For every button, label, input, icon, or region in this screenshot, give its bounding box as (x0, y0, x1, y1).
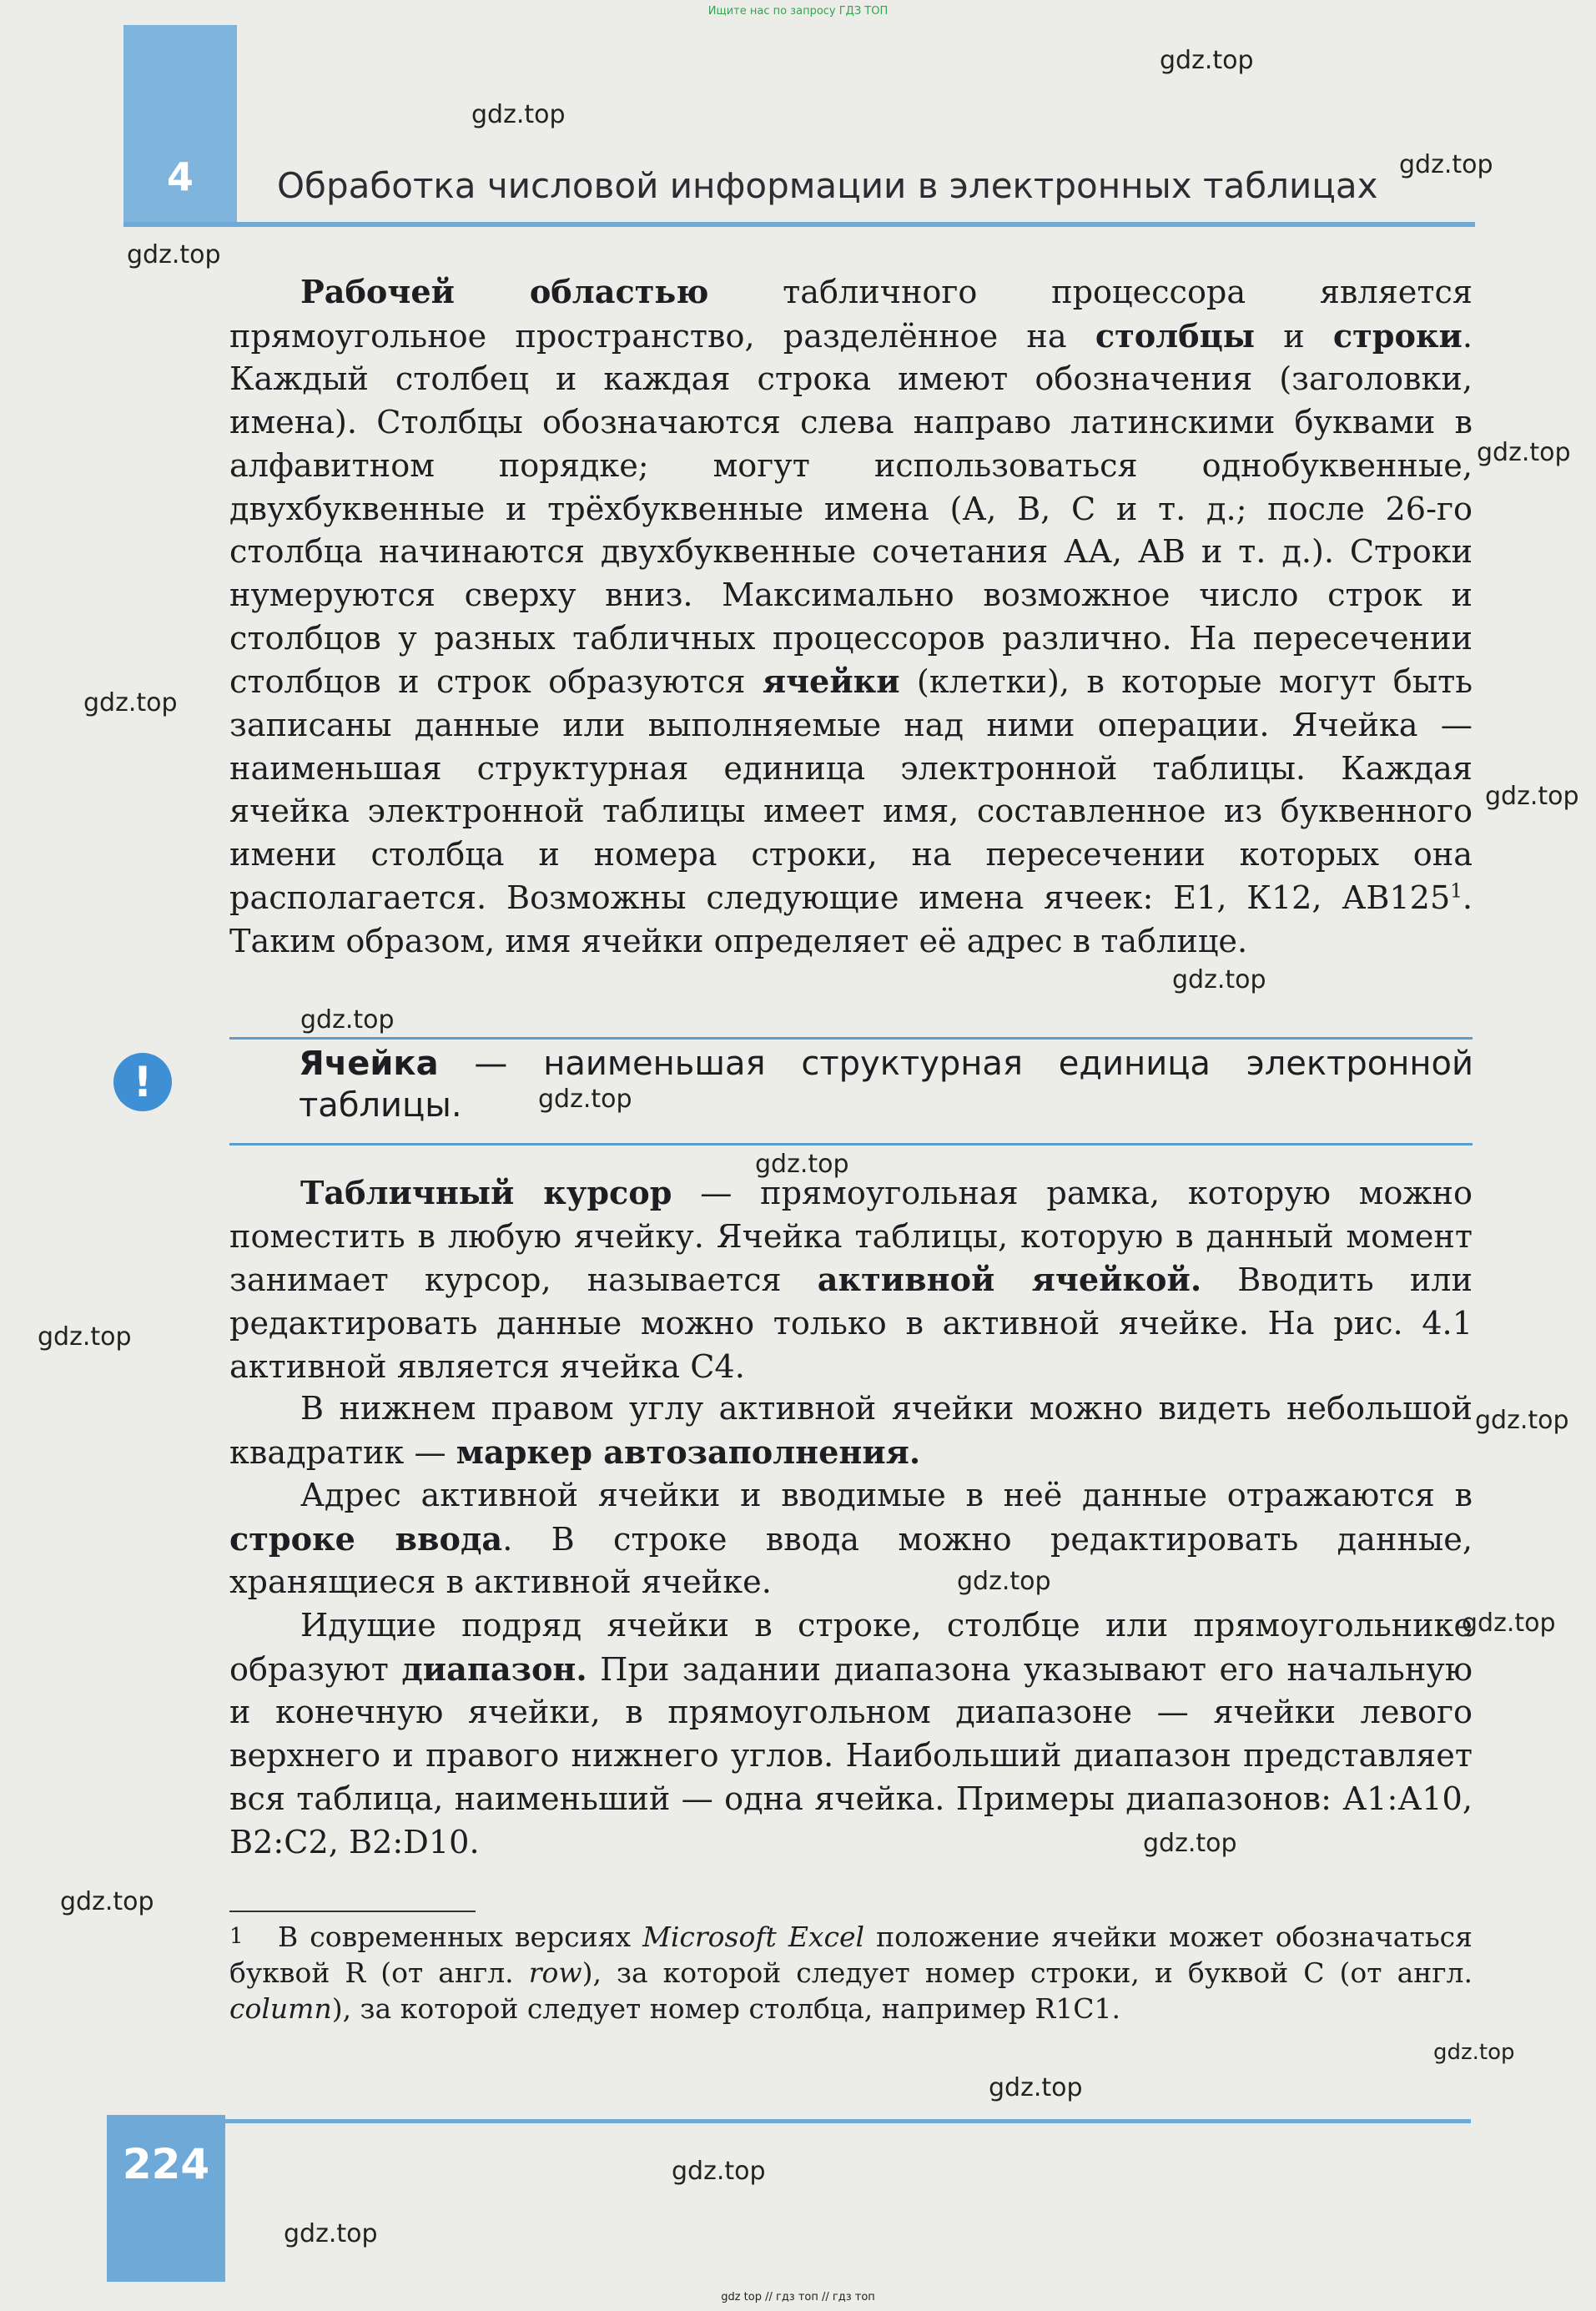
watermark: gdz.top (1143, 1829, 1237, 1858)
footnote-mark: 1 (229, 1924, 244, 1949)
watermark: gdz.top (1172, 965, 1266, 994)
term-table-cursor: Табличный курсор (300, 1175, 672, 1212)
paragraph-work-area: Рабочей областью табличного процессора является прямоугольное пространство, разделённое на столбцы и строки. Каждый столбец и каждая строка имеют обозначения (заголовки, имена). Столбцы обозначаются слева направо латинскими буквами в алфавитном порядке; могут использоваться однобуквенные, двухбуквенные и трёхбуквенные имена (А, В, С и т. д.; после 26-го столбца начинаются двухбуквенные сочетания АА, АВ и т. д.). Строки нумеруются сверху вниз. Максимально возможное число строк и столбцов у разных табличных процессоров различно. На пересечении столбцов и строк образуются ячейки (клетки), в которые могут быть записаны данные или выполняемые над ними операции. Ячейка — наименьшая структурная единица электронной таблицы. Каждая ячейка электронной таблицы имеет имя, составленное из буквенного имени столбца и номера строки, на пересечении которых она располагается. Возможны следующие имена ячеек: Е1, К12, $АВ125^1$. Таким образом, имя ячейки определяет её адрес в таблице. (229, 274, 1473, 960)
watermark: gdz.top (755, 1150, 849, 1179)
paragraph-range: Идущие подряд ячейки в строке, столбце или прямоугольнике образуют диапазон. При задании диапазона указывают его начальную и конечную ячейки, в прямоугольном диапазоне — ячейки левого верхнего и правого нижнего углов. Наибольший диапазон представляет вся таблица, наименьший — одна ячейка. Примеры диапазонов: А1:А10, В2:С2, В2:D10. (229, 1608, 1473, 1861)
footnote-divider (229, 1911, 476, 1912)
watermark: gdz.top (672, 2157, 766, 2186)
watermark: gdz.top (127, 240, 221, 269)
watermark: gdz.top (957, 1567, 1051, 1596)
watermark: gdz.top (300, 1005, 395, 1035)
footnote-ref: 1 (1450, 880, 1463, 903)
watermark: gdz.top (38, 1322, 132, 1352)
watermark: gdz.top (1462, 1609, 1556, 1638)
bottom-banner: gdz top // гдз топ // гдз топ (721, 2291, 875, 2303)
paragraph-autofill: В нижнем правом углу активной ячейки можно видеть небольшой квадратик — маркер автозаполнения. (229, 1391, 1473, 1472)
watermark: gdz.top (1475, 1406, 1569, 1435)
term-range: диапазон. (401, 1650, 587, 1689)
note-definition: — наименьшая структурная единица электронной таблицы. (299, 1045, 1473, 1125)
definition-note (299, 1043, 1473, 1126)
page-number: 224 (122, 2140, 210, 2188)
term-work-area: Рабочей областью (300, 274, 709, 311)
watermark: gdz.top (1433, 2040, 1515, 2065)
term-rows: строки (1332, 317, 1463, 355)
chapter-number: 4 (166, 154, 194, 199)
watermark: gdz.top (1160, 46, 1254, 75)
footnote: 1 В современных версиях Microsoft Excel положение ячейки может обозначаться буквой R (от англ. row), за которой следует номер строки, и буквой С (от англ. column), за которой следует номер столбца, например R1C1. (229, 1921, 1473, 2025)
watermark: gdz.top (1477, 438, 1571, 467)
watermark: gdz.top (471, 100, 566, 129)
note-term: Ячейка (299, 1045, 439, 1083)
term-autofill-marker: маркер автозаполнения. (456, 1433, 921, 1472)
watermark: gdz.top (284, 2219, 378, 2248)
watermark: gdz.top (60, 1887, 154, 1916)
note-top-rule (229, 1037, 1473, 1040)
paragraph-input-line: Адрес активной ячейки и вводимые в неё данные отражаются в строке ввода. В строке ввода можно редактировать данные, хранящиеся в активной ячейке. (229, 1478, 1473, 1602)
term-cells: ячейки (762, 663, 900, 702)
term-input-line: строке ввода (229, 1520, 503, 1558)
top-banner: Ищите нас по запросу ГДЗ ТОП (707, 5, 889, 18)
watermark: gdz.top (1485, 782, 1579, 811)
footer-divider (107, 2119, 1471, 2123)
watermark: gdz.top (1399, 150, 1493, 179)
term-active-cell: активной ячейкой. (817, 1261, 1202, 1300)
header-divider (123, 222, 1475, 227)
paragraph-cursor: Табличный курсор — прямоугольная рамка, которую можно поместить в любую ячейку. Ячейка таблицы, которую в данный момент занимает курсор, называется активной ячейкой. Вводить или редактировать данные можно только в активной ячейке. На рис. 4.1 активной является ячейка С4. (229, 1175, 1473, 1386)
term-columns: столбцы (1095, 317, 1256, 355)
exclamation-icon: ! (113, 1053, 172, 1111)
chapter-title: Обработка числовой информации в электронных таблицах (277, 165, 1378, 206)
note-bottom-rule (229, 1143, 1473, 1145)
watermark: gdz.top (538, 1085, 632, 1114)
watermark: gdz.top (83, 688, 178, 717)
watermark: gdz.top (989, 2073, 1083, 2102)
